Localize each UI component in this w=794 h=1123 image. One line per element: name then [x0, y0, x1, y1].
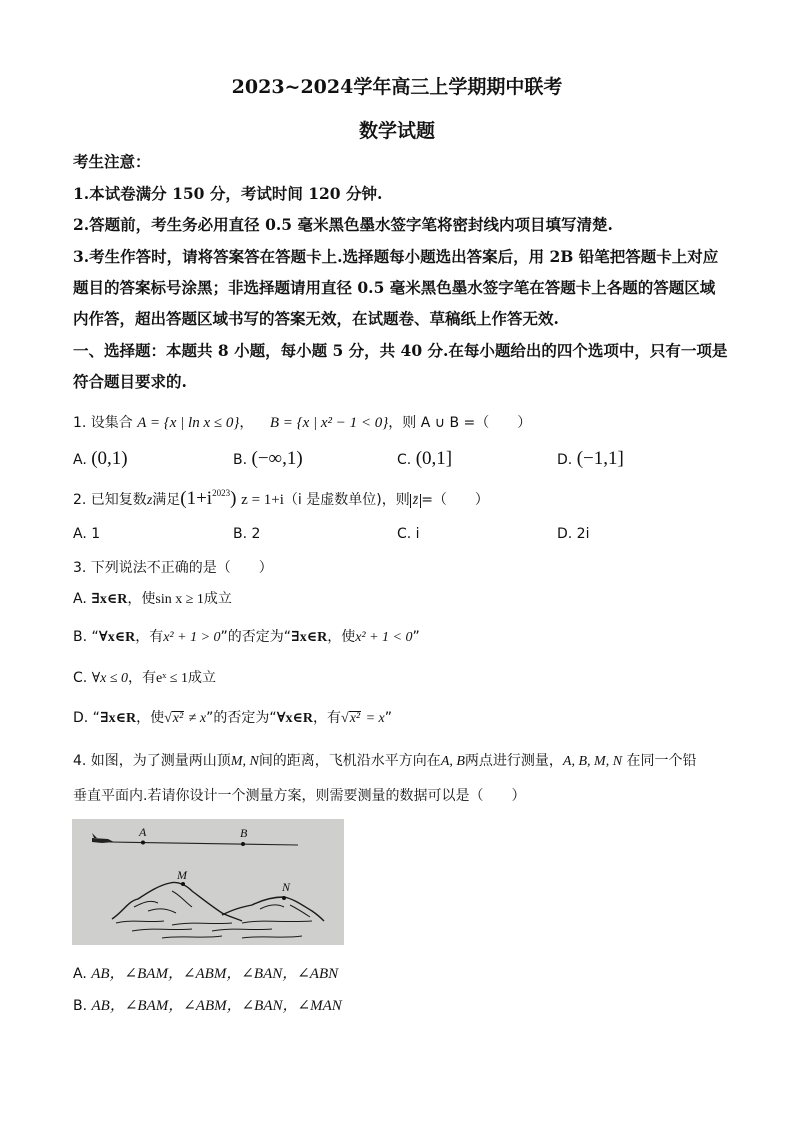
label-a: A: [139, 825, 147, 839]
exam-subject: 数学试题: [358, 120, 435, 142]
question-3-stem: 3. 下列说法不正确的是（ ）: [73, 560, 273, 576]
question-3-option-d: D. “∃x∈R，使√x² ≠ x”的否定为“∀x∈R，有√x² = x”: [73, 710, 393, 726]
question-1-option-b: B. (−∞,1): [233, 448, 303, 469]
notice-item-2: 2.答题前，考生务必用直径 0.5 毫米黑色墨水签字笔将密封线内项目填写清楚.: [73, 215, 613, 234]
notice-heading: 考生注意：: [73, 152, 151, 171]
section-heading-line-1: 一、选择题：本题共 8 小题，每小题 5 分，共 40 分.在每小题给出的四个选项中，只有一项是: [73, 341, 728, 360]
question-2-stem: 2. 已知复数z满足$(1+i^{2023}) z = 1+i(i$ 是虚数单位)，则 z̄ =（ ）: [73, 488, 489, 509]
equation: $(1+i^{2023}) z = 1+i$: [180, 488, 284, 509]
point-a: [141, 841, 145, 845]
mountain-measurement-figure: [72, 819, 344, 945]
question-1-option-a: A. (0,1): [73, 448, 128, 469]
set-a-definition: A = {x | ln x ≤ 0}: [137, 415, 240, 431]
section-heading-line-2: 符合题目要求的.: [73, 372, 187, 391]
label-m: M: [177, 868, 187, 882]
question-2-option-c: C. i: [397, 526, 420, 542]
question-3-option-c: C. ∀x ≤ 0，有eˣ ≤ 1成立: [73, 670, 216, 686]
question-1-option-d: D. (−1,1]: [557, 448, 624, 469]
exam-title: 2023~2024学年高三上学期期中联考: [231, 76, 563, 98]
point-n: [282, 896, 286, 900]
square-root: x²: [349, 711, 361, 726]
set-b-definition: B = {x | x² − 1 < 0}: [269, 415, 389, 431]
notice-item-1: 1.本试卷满分 150 分，考试时间 120 分钟.: [73, 184, 383, 203]
question-1-stem: 1. 设集合 A = {x | ln x ≤ 0}， B = {x | x² − 1 < 0}，则 A ∪ B =（ ）: [73, 415, 532, 431]
question-4-stem-line-2: 垂直平面内.若请你设计一个测量方案，则需要测量的数据可以是（ ）: [73, 788, 526, 804]
question-4-stem-line-1: 4. 如图，为了测量两山顶M, N间的距离，飞机沿水平方向在A, B两点进行测量，A, B, M, N 在同一个铅: [73, 753, 697, 769]
point-m: [181, 882, 185, 886]
label-n: N: [282, 880, 291, 894]
conjugate-modulus: z̄: [410, 494, 421, 508]
square-root: x²: [172, 711, 184, 726]
figure-background: [72, 819, 344, 945]
question-3-option-b: B. “∀x∈R，有x² + 1 > 0”的否定为“∃x∈R，使x² + 1 < 0”: [73, 629, 420, 645]
question-4-option-a: A. AB，∠BAM，∠ABM，∠BAN，∠ABN: [73, 966, 339, 982]
point-b: [241, 842, 245, 846]
label-b: B: [240, 826, 248, 840]
notice-item-3-line-3: 内作答，超出答题区域书写的答案无效，在试题卷、草稿纸上作答无效.: [73, 309, 559, 328]
question-1-option-c: C. (0,1]: [397, 448, 453, 469]
question-2-option-d: D. 2i: [557, 526, 590, 542]
notice-item-3-line-2: 题目的答案标号涂黑；非选择题请用直径 0.5 毫米黑色墨水签字笔在答题卡上各题的答题区域: [73, 278, 716, 297]
question-2-option-b: B. 2: [233, 526, 261, 542]
question-3-option-a: A. ∃x∈R，使sin x ≥ 1成立: [73, 591, 232, 607]
notice-item-3-line-1: 3.考生作答时，请将答案答在答题卡上.选择题每小题选出答案后，用 2B 铅笔把答题卡上对应: [73, 247, 719, 266]
question-4-option-b: B. AB，∠BAM，∠ABM，∠BAN，∠MAN: [73, 998, 342, 1014]
question-2-option-a: A. 1: [73, 526, 101, 542]
